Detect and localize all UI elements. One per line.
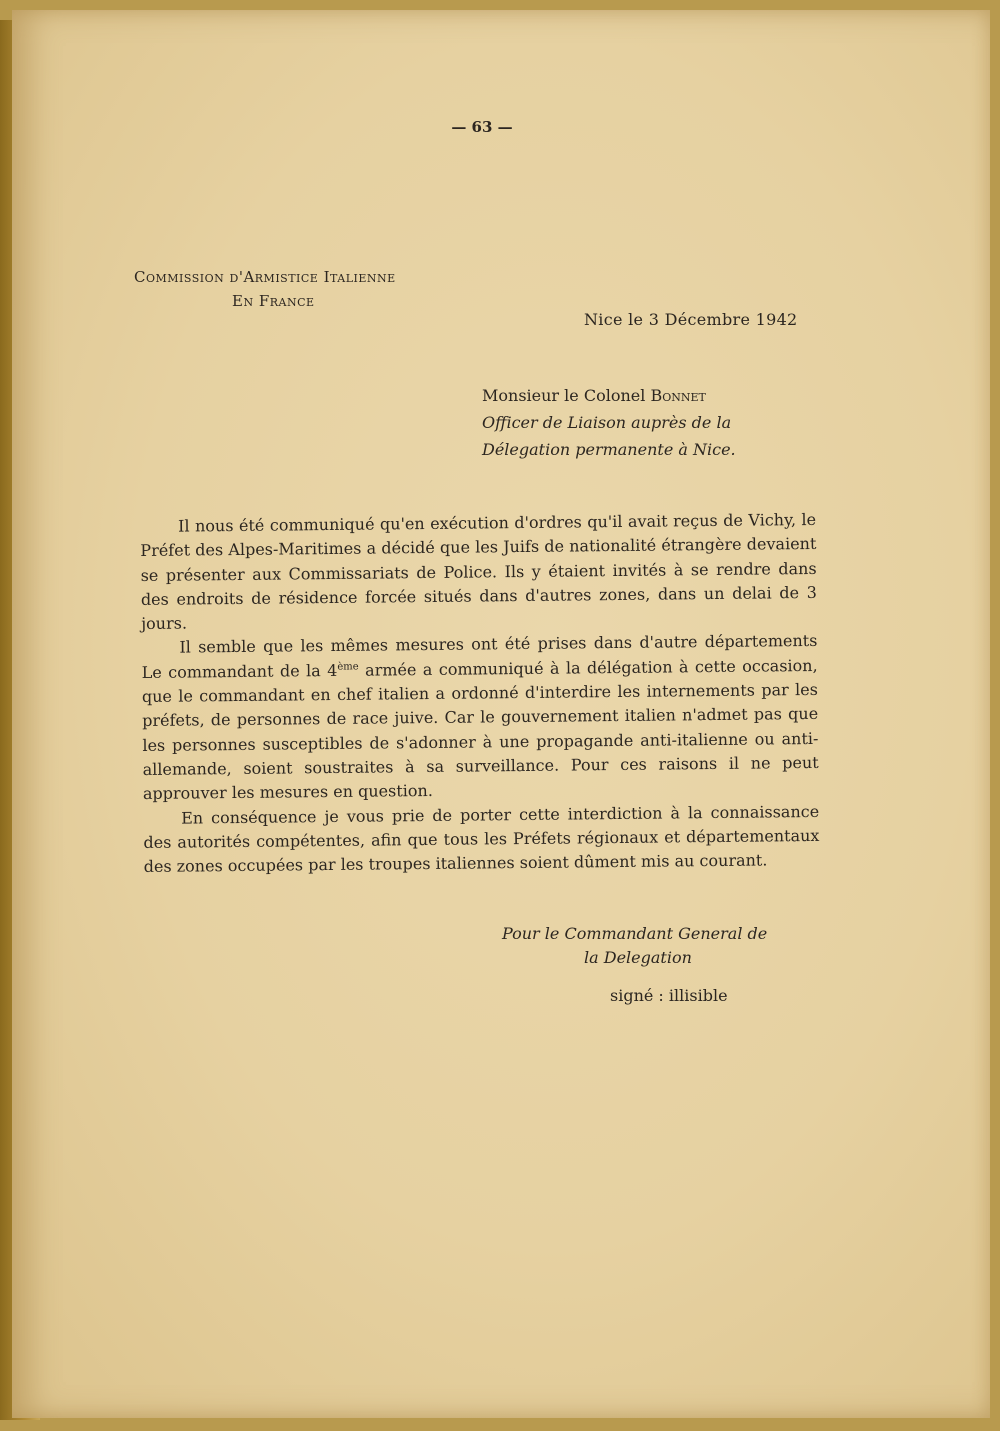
document-page: [12, 10, 990, 1418]
body-paragraph-2-part2: armée a communiqué à la délégation à cette occasion, que le commandant en chef italien a ordonné d'interdire les internements par les préfets, de personnes de race juive. Car le gouvernement italien n'admet pas que les personnes susceptibles de s'adonner à une propagande anti-italienne ou anti-allemande, soient soustraites à sa surveillance. Pour ces raisons il ne peut approuver les mesures en question.: [141, 655, 819, 804]
letter-date: Nice le 3 Décembre 1942: [584, 310, 798, 329]
letter-body: [140, 508, 820, 880]
letterhead-line1: Commission d'Armistice Italienne: [134, 268, 396, 286]
letterhead: [134, 265, 396, 313]
signature-line1: Pour le Commandant General de: [502, 924, 768, 943]
signature-block: [502, 922, 767, 1008]
recipient-surname: Bonnet: [650, 386, 706, 405]
body-paragraph-2: [141, 629, 819, 806]
recipient-name: [482, 382, 736, 409]
body-paragraph-3: En conséquence je vous prie de porter cette interdiction à la connaissance des autorités compétentes, afin que tous les Préfets régionaux et départementaux des zones occupées par les troupes italiennes soient dûment mis au courant.: [143, 801, 820, 877]
recipient-title: Monsieur le Colonel: [482, 386, 646, 405]
recipient-line2: Officer de Liaison auprès de la: [482, 413, 732, 432]
body-paragraph-2-part1: Il semble que les mêmes mesures ont été prises dans d'autre départements Le commandant de la 4: [141, 631, 818, 682]
signature-line2: la Delegation: [584, 948, 692, 967]
recipient-block: [482, 382, 736, 463]
signature-signed: signé : illisible: [610, 986, 728, 1005]
letterhead-line2: En France: [232, 292, 315, 310]
body-paragraph-2-superscript: ème: [337, 661, 359, 673]
page-number: — 63 —: [451, 118, 513, 136]
recipient-line3: Délegation permanente à Nice.: [482, 440, 736, 459]
body-paragraph-1: Il nous été communiqué qu'en exécution d'ordres qu'il avait reçus de Vichy, le Préfet des Alpes-Maritimes a décidé que les Juifs de nationalité étrangère devaient se présenter aux Commissariats de Police. Ils y étaient invités à se rendre dans des endroits de résidence forcée situés dans d'autres zones, dans un delai de 3 jours.: [140, 509, 817, 634]
